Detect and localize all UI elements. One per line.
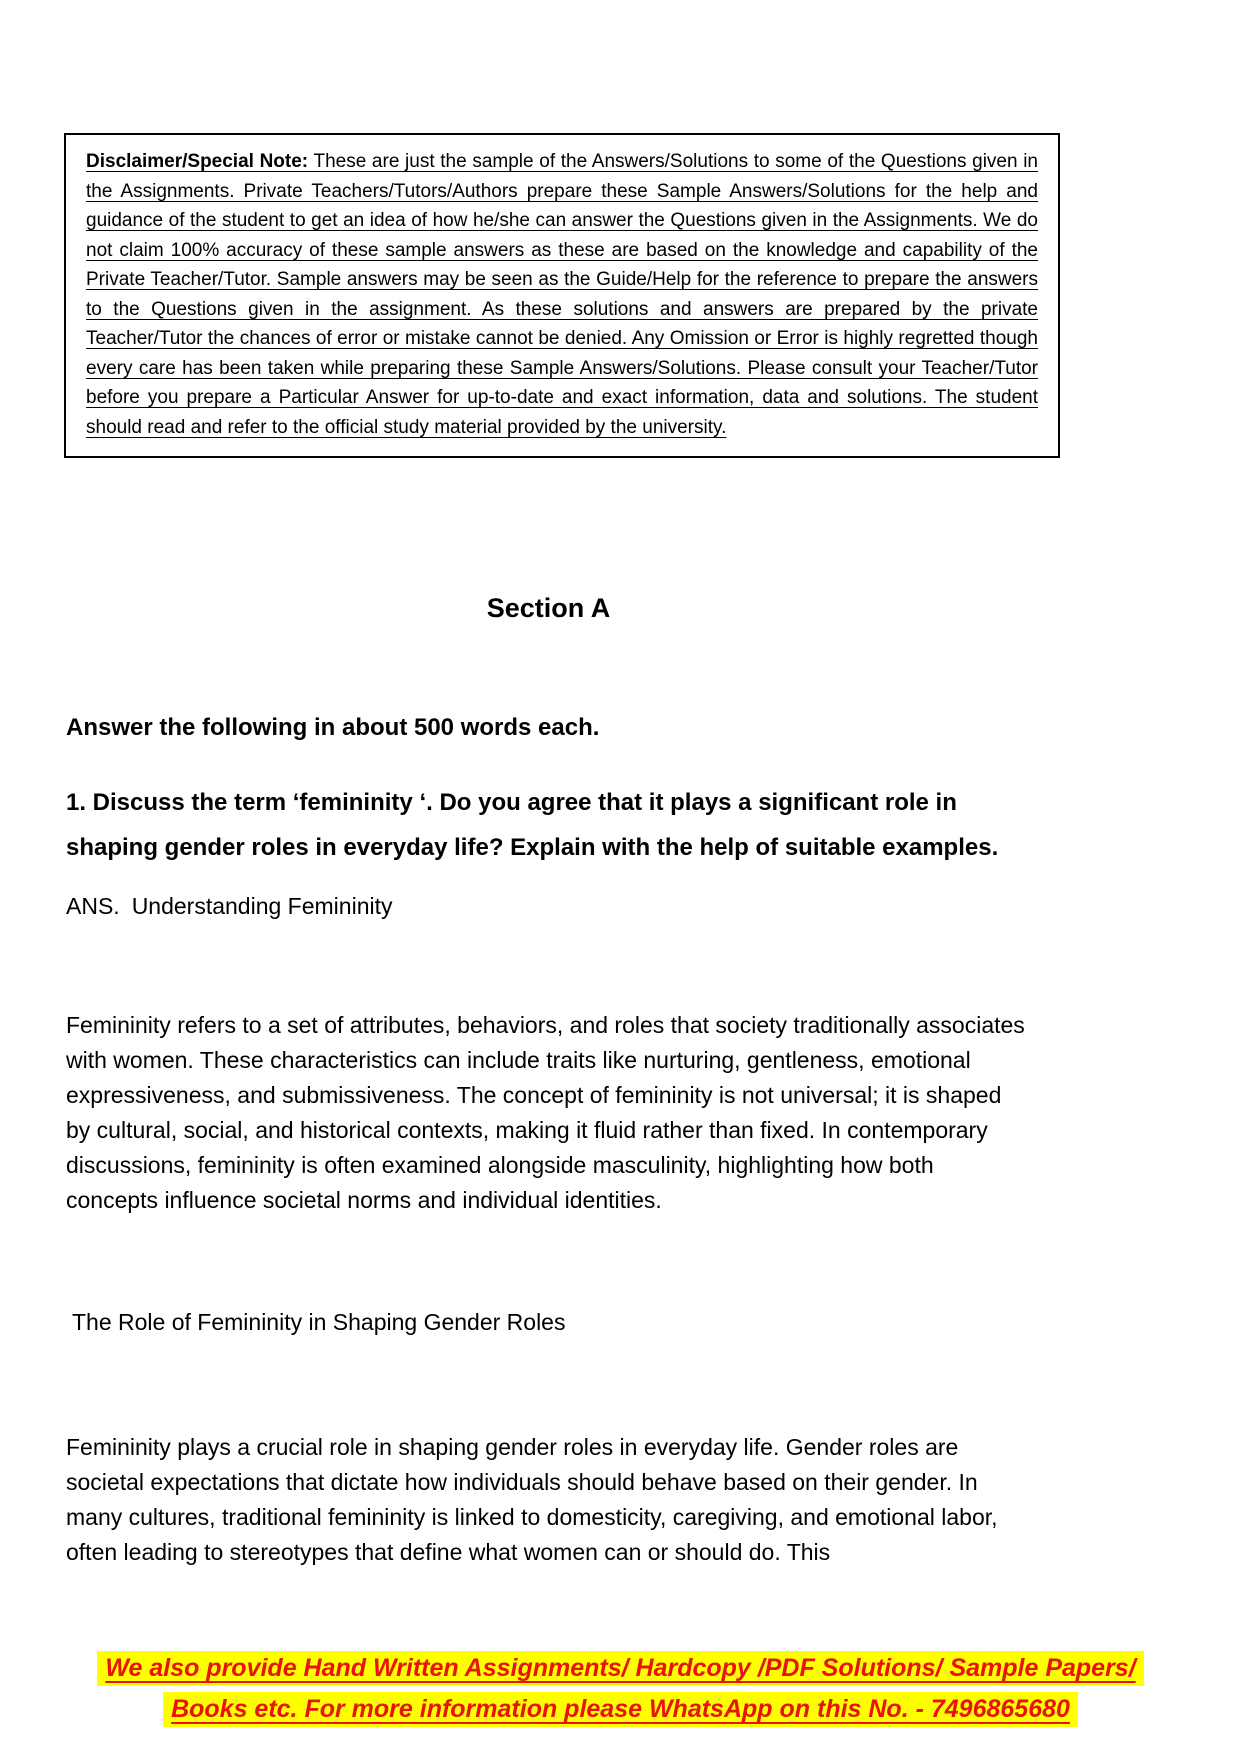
footer-text-1: We also provide Hand Written Assignments/ Hardcopy /PDF Solutions/ Sample Papers/ <box>97 1651 1143 1686</box>
document-content <box>66 470 1031 1570</box>
disclaimer-label: Disclaimer/Special Note: <box>86 151 309 172</box>
footer-line-1 <box>0 1648 1241 1689</box>
disclaimer-body: These are just the sample of the Answers/Solutions to some of the Questions given in the Assignments. Private Teachers/Tutors/Authors prepare these Sample Answers/Solutions for the help and guidance of the student to get an idea of how he/she can answer the Questions given in the Assignments. We do not claim 100% accuracy of these sample answers as these are based on the knowledge and capability of the Private Teacher/Tutor. Sample answers may be seen as the Guide/Help for the reference to prepare the answers to the Questions given in the assignment. As these solutions and answers are prepared by the private Teacher/Tutor the chances of error or mistake cannot be denied. Any Omission or Error is highly regretted though every care has been taken while preparing these Sample Answers/Solutions. Please consult your Teacher/Tutor before you prepare a Particular Answer for up-to-date and exact information, data and solutions. The student should read and refer to the official study material provided by the university. <box>86 151 1038 438</box>
footer-promo <box>0 1648 1241 1730</box>
answer-subheading: The Role of Femininity in Shaping Gender Roles <box>72 1309 566 1335</box>
disclaimer-box <box>64 133 1060 458</box>
section-heading: Section A <box>486 593 611 623</box>
answer-paragraph-1: Femininity refers to a set of attributes, behaviors, and roles that society traditionally associates with women. These characteristics can include traits like nurturing, gentleness, emotional expressiveness, and submissiveness. The concept of femininity is not universal; it is shaped by cultural, social, and historical contexts, making it fluid rather than fixed. In contemporary discussions, femininity is often examined alongside masculinity, highlighting how both concepts influence societal norms and individual identities. <box>66 1012 1025 1213</box>
answer-heading-line <box>66 890 1031 922</box>
question-1: 1. Discuss the term ‘femininity ‘. Do you agree that it plays a significant role in shaping gender roles in everyday life? Explain with the help of suitable examples. <box>66 789 999 861</box>
answer-title: Understanding Femininity <box>131 893 393 919</box>
answer-label: ANS. <box>66 893 120 919</box>
footer-line-2 <box>0 1689 1241 1730</box>
disclaimer-text <box>86 147 1038 442</box>
footer-text-2: Books etc. For more information please WhatsApp on this No. - 7496865680 <box>163 1692 1078 1727</box>
instruction-line: Answer the following in about 500 words each. <box>66 714 600 741</box>
answer-paragraph-2: Femininity plays a crucial role in shaping gender roles in everyday life. Gender roles are societal expectations that dictate how individuals should behave based on their gender. In many cultures, traditional femininity is linked to domesticity, caregiving, and emotional labor, often leading to stereotypes that define what women can or should do. This <box>66 1434 998 1565</box>
